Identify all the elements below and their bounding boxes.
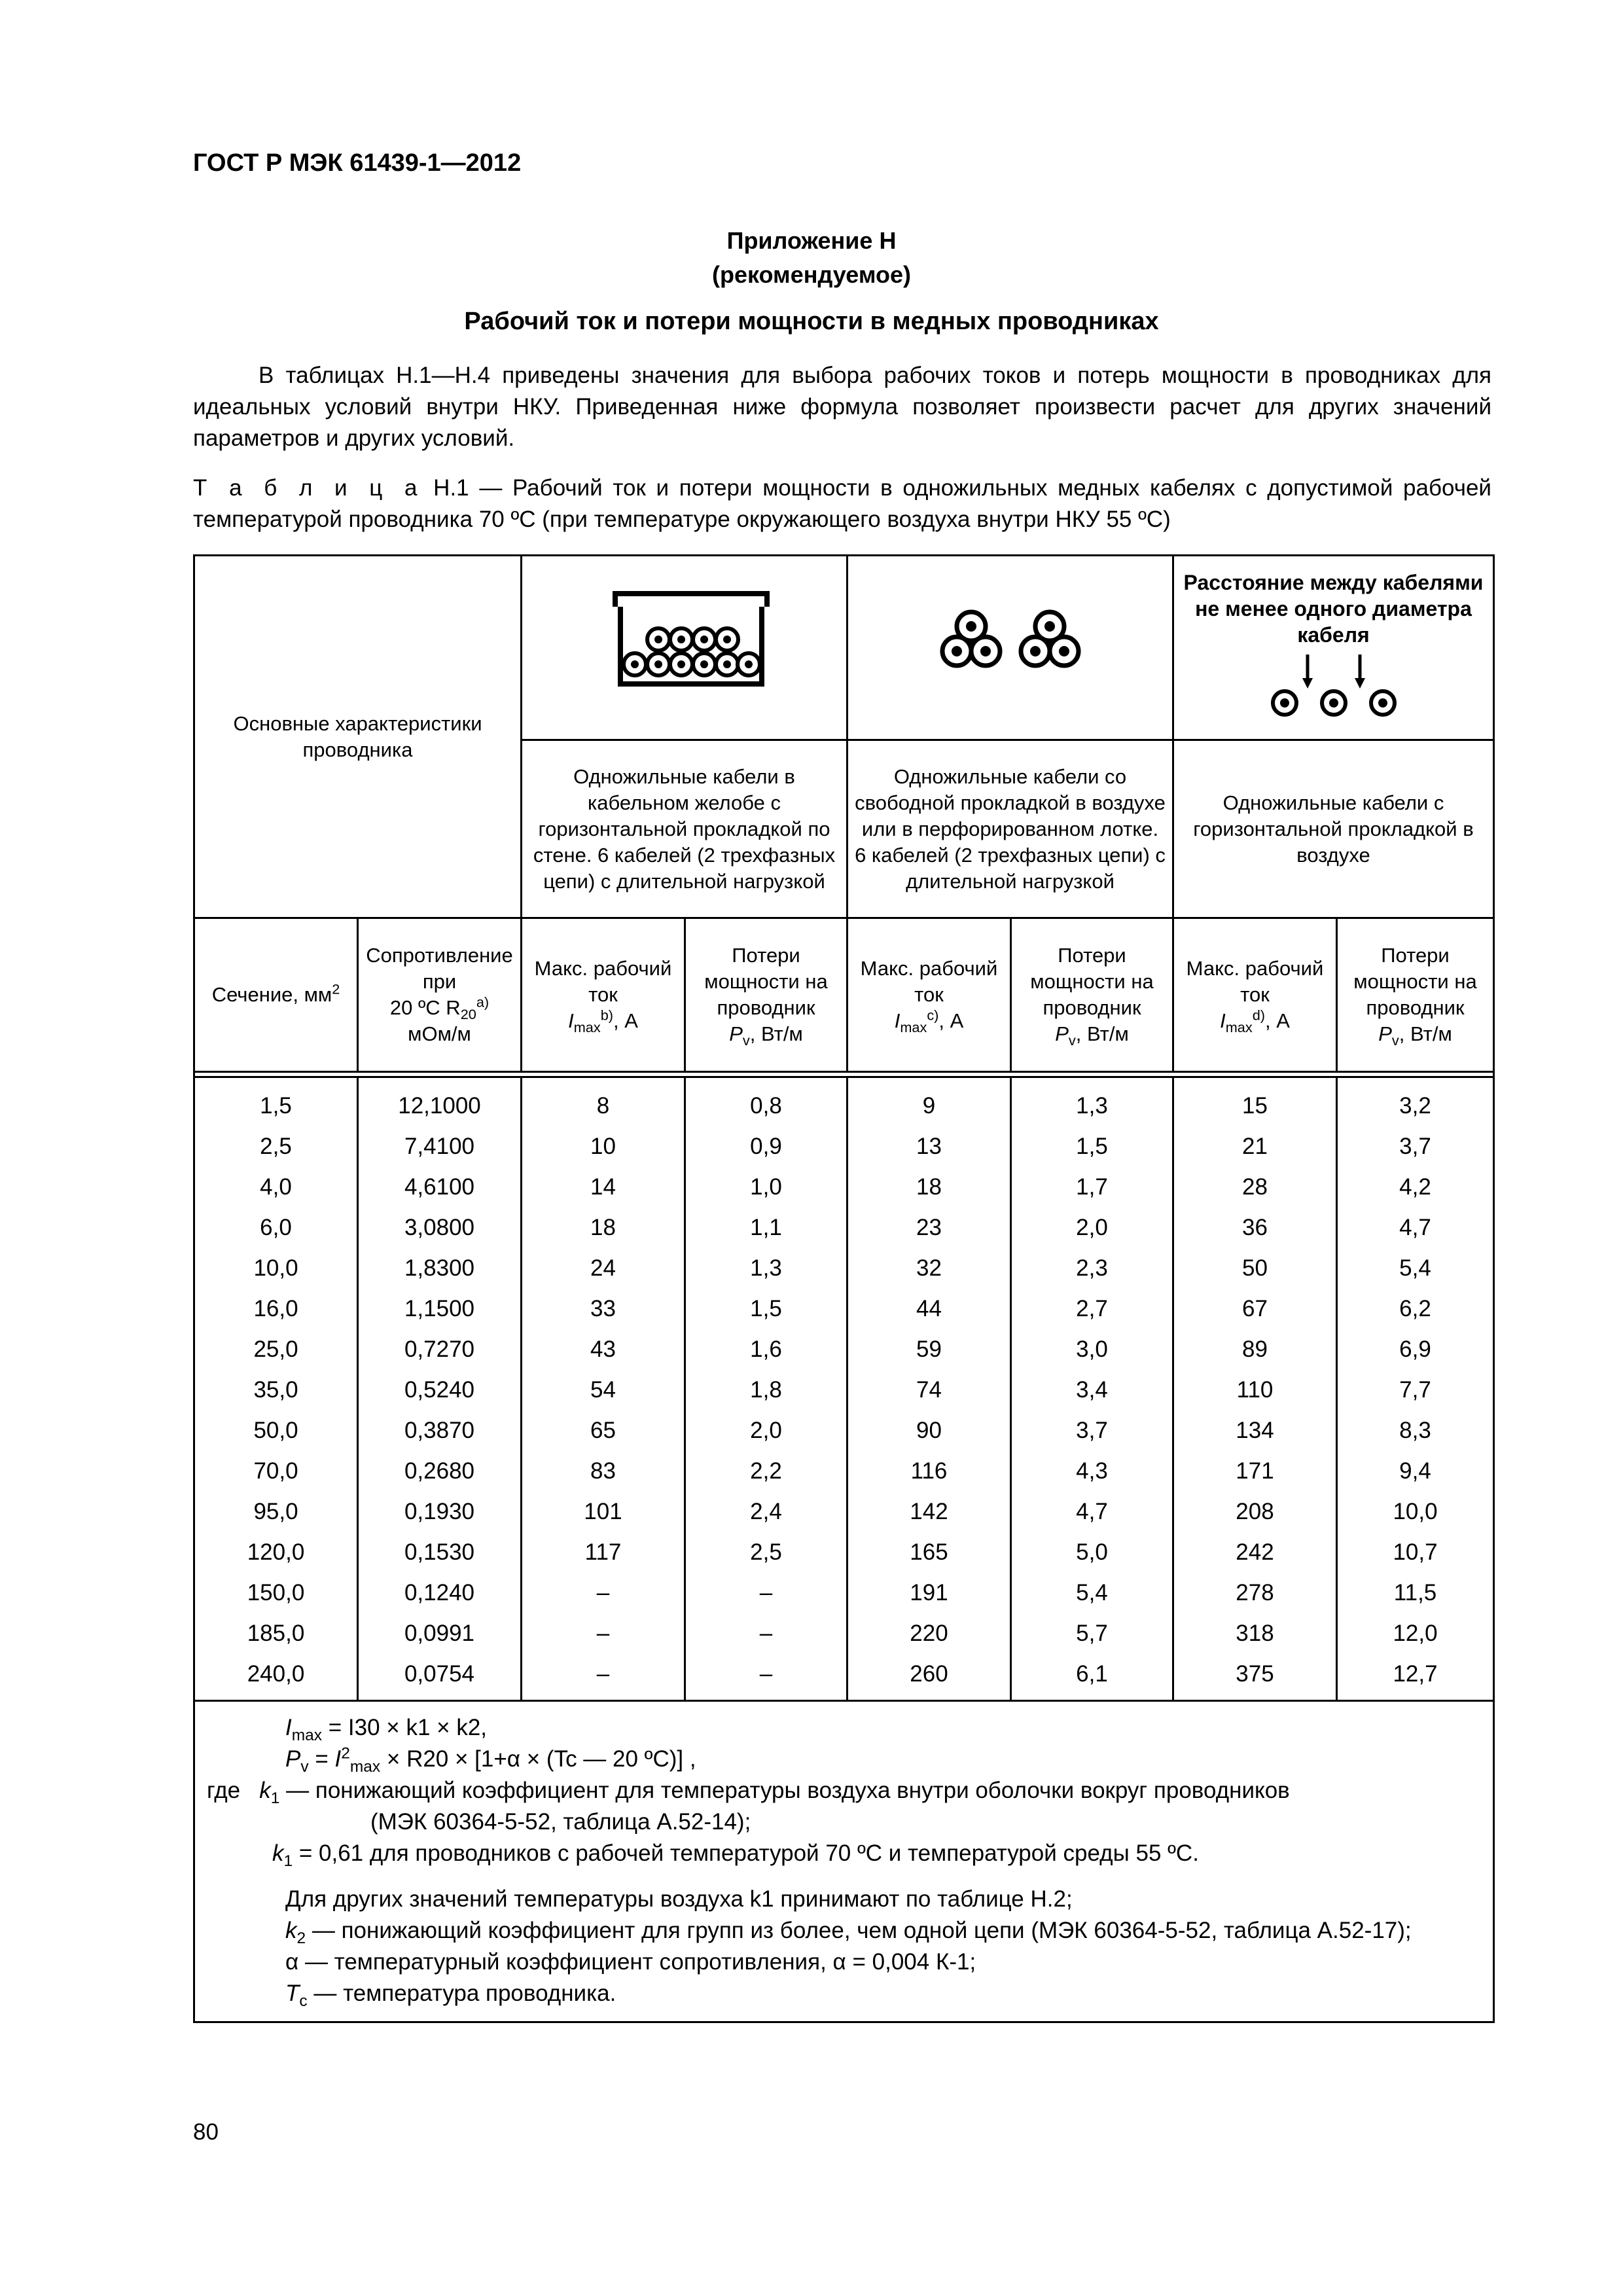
table-cell: 116 <box>847 1451 1011 1492</box>
table-cell: 7,4100 <box>358 1126 522 1167</box>
table-cell: 1,0 <box>685 1167 847 1208</box>
table-cell: 1,3 <box>1011 1077 1173 1127</box>
spaced-cables-icon <box>1236 648 1432 720</box>
table-cell: 220 <box>847 1613 1011 1654</box>
group3-description: Одножильные кабели с горизонтальной прокладкой в воздухе <box>1173 740 1494 918</box>
table-cell: 28 <box>1173 1167 1337 1208</box>
table-cell: 6,0 <box>194 1208 358 1248</box>
table-cell: – <box>522 1613 685 1654</box>
table-cell: 23 <box>847 1208 1011 1248</box>
appendix-subtitle: (рекомендуемое) <box>712 261 911 288</box>
col-header-loss-3: Потери мощности на проводник $P_v$, Вт/м <box>1337 918 1494 1072</box>
k2-definition: $k_2$ — понижающий коэффициент для групп из более, чем одной цепи (МЭК 60364-5-52, таблица А.52-17); <box>285 1918 1412 1947</box>
appendix-title: Приложение Н <box>726 227 897 254</box>
table-cell: 1,5 <box>194 1077 358 1127</box>
table-cell: 185,0 <box>194 1613 358 1654</box>
table-cell: 83 <box>522 1451 685 1492</box>
main-characteristics-header: Основные характеристики проводника <box>194 556 522 918</box>
table-row <box>194 1208 1494 1248</box>
table-cell: 260 <box>847 1654 1011 1701</box>
page-number: 80 <box>193 2119 219 2145</box>
table-cell: 2,0 <box>1011 1208 1173 1248</box>
table-cell: 6,2 <box>1337 1289 1494 1329</box>
k1-value: $k_1 = 0,61$ для проводников с рабочей температурой 70 ºC и температурой среды 55 ºC. <box>272 1840 1199 1870</box>
intro-paragraph: В таблицах Н.1—Н.4 приведены значения для выбора рабочих токов и потерь мощности в проводниках для идеальных условий внутри НКУ. Приведенная ниже формула позволяет произвести расчет для других значений параметров и других условий. <box>193 363 1491 451</box>
table-cell: 6,1 <box>1011 1654 1173 1701</box>
table-row <box>194 1451 1494 1492</box>
table-cell: 67 <box>1173 1289 1337 1329</box>
table-cell: 7,7 <box>1337 1370 1494 1410</box>
table-cell: 90 <box>847 1410 1011 1451</box>
table-cell: – <box>685 1573 847 1613</box>
table-cell: 13 <box>847 1126 1011 1167</box>
table-cell: 9 <box>847 1077 1011 1127</box>
alpha-definition: α — температурный коэффициент сопротивления, α = 0,004 К-1; <box>285 1949 976 1975</box>
table-row <box>194 1248 1494 1289</box>
col-header-section: Сечение, $мм^2$ <box>194 918 358 1072</box>
other-temperature-note: Для других значений температуры воздуха k1 принимают по таблице Н.2; <box>285 1886 1073 1912</box>
table-cell: 120,0 <box>194 1532 358 1573</box>
table-row <box>194 1613 1494 1654</box>
col-header-imax-3: Макс. рабочий ток $I_{max}^{d)}$, А <box>1173 918 1337 1072</box>
table-cell: 70,0 <box>194 1451 358 1492</box>
table-cell: 0,0754 <box>358 1654 522 1701</box>
table-cell: 12,7 <box>1337 1654 1494 1701</box>
table-cell: 50 <box>1173 1248 1337 1289</box>
table-cell: 5,0 <box>1011 1532 1173 1573</box>
table-cell: 1,1500 <box>358 1289 522 1329</box>
table-cell: 4,0 <box>194 1167 358 1208</box>
table-cell: 36 <box>1173 1208 1337 1248</box>
page-title: Рабочий ток и потери мощности в медных проводниках <box>464 308 1159 335</box>
table-cell: 5,7 <box>1011 1613 1173 1654</box>
table-caption-text: Н.1 — Рабочий ток и потери мощности в одножильных медных кабелях с допустимой рабочей температурой проводника 70 ºC (при температуре окружающего воздуха внутри НКУ 55 ºC) <box>193 475 1491 532</box>
table-cell: 1,8300 <box>358 1248 522 1289</box>
table-cell: 74 <box>847 1370 1011 1410</box>
table-cell: 44 <box>847 1289 1011 1329</box>
table-cell: 10,7 <box>1337 1532 1494 1573</box>
table-cell: 9,4 <box>1337 1451 1494 1492</box>
table-cell: 24 <box>522 1248 685 1289</box>
tc-definition: $T_c$ — температура проводника. <box>285 1981 616 2010</box>
current-loss-table <box>193 554 1495 2023</box>
table-cell: 3,7 <box>1337 1126 1494 1167</box>
table-row <box>194 1370 1494 1410</box>
table-cell: 0,5240 <box>358 1370 522 1410</box>
table-cell: 8 <box>522 1077 685 1127</box>
table-cell: 2,0 <box>685 1410 847 1451</box>
group2-icon-cell <box>847 556 1173 740</box>
table-cell: 142 <box>847 1492 1011 1532</box>
table-row <box>194 1410 1494 1451</box>
table-caption-label: Т а б л и ц а <box>193 475 423 501</box>
table-cell: 278 <box>1173 1573 1337 1613</box>
col-header-imax-1: Макс. рабочий ток $I_{max}^{b)}$, А <box>522 918 685 1072</box>
table-cell: 1,1 <box>685 1208 847 1248</box>
table-cell: 4,3 <box>1011 1451 1173 1492</box>
table-row <box>194 1573 1494 1613</box>
trefoil-cables-icon <box>912 586 1109 704</box>
table-cell: 21 <box>1173 1126 1337 1167</box>
table-cell: 242 <box>1173 1532 1337 1573</box>
table-cell: 2,7 <box>1011 1289 1173 1329</box>
table-cell: 2,2 <box>685 1451 847 1492</box>
table-cell: – <box>685 1613 847 1654</box>
table-cell: 43 <box>522 1329 685 1370</box>
table-cell: 1,5 <box>1011 1126 1173 1167</box>
table-cell: 1,7 <box>1011 1167 1173 1208</box>
table-cell: 0,0991 <box>358 1613 522 1654</box>
k1-reference: (МЭК 60364-5-52, таблица А.52-14); <box>370 1809 751 1835</box>
table-row <box>194 1532 1494 1573</box>
table-row <box>194 1167 1494 1208</box>
table-cell: 10 <box>522 1126 685 1167</box>
table-cell: 0,3870 <box>358 1410 522 1451</box>
group1-icon-cell <box>522 556 847 740</box>
formula-pv: $P_v = I^2_{max} \times R20 \times [1+\alpha \times (Tc$ — 20 ºC)] , <box>285 1744 696 1776</box>
group1-description: Одножильные кабели в кабельном желобе с горизонтальной прокладкой по стене. 6 кабелей (2 трехфазных цепи) с длительной нагрузкой <box>522 740 847 918</box>
table-cell: 3,2 <box>1337 1077 1494 1127</box>
table-cell: 150,0 <box>194 1573 358 1613</box>
col-header-loss-1: Потери мощности на проводник $P_v$, Вт/м <box>685 918 847 1072</box>
table-row <box>194 1492 1494 1532</box>
table-cell: 5,4 <box>1337 1248 1494 1289</box>
table-cell: 5,4 <box>1011 1573 1173 1613</box>
table-cell: 0,9 <box>685 1126 847 1167</box>
table-row <box>194 1289 1494 1329</box>
table-cell: 4,7 <box>1337 1208 1494 1248</box>
table-cell: 15 <box>1173 1077 1337 1127</box>
table-cell: 2,5 <box>194 1126 358 1167</box>
table-cell: 3,0800 <box>358 1208 522 1248</box>
table-footer-notes <box>194 1701 1494 2022</box>
table-cell: 18 <box>522 1208 685 1248</box>
table-row <box>194 1077 1494 1127</box>
table-cell: 4,2 <box>1337 1167 1494 1208</box>
table-cell: 10,0 <box>1337 1492 1494 1532</box>
table-cell: 16,0 <box>194 1289 358 1329</box>
table-cell: 50,0 <box>194 1410 358 1451</box>
table-row <box>194 1654 1494 1701</box>
table-cell: 3,4 <box>1011 1370 1173 1410</box>
group2-description: Одножильные кабели со свободной прокладкой в воздухе или в перфорированном лотке. 6 кабелей (2 трехфазных цепи) с длительной нагрузкой <box>847 740 1173 918</box>
group3-icon-cell <box>1173 556 1494 740</box>
cable-tray-icon <box>586 586 783 704</box>
table-cell: 1,8 <box>685 1370 847 1410</box>
table-cell: 1,6 <box>685 1329 847 1370</box>
table-cell: 375 <box>1173 1654 1337 1701</box>
table-row <box>194 1126 1494 1167</box>
col-header-loss-2: Потери мощности на проводник $P_v$, Вт/м <box>1011 918 1173 1072</box>
table-cell: 25,0 <box>194 1329 358 1370</box>
table-cell: 95,0 <box>194 1492 358 1532</box>
table-cell: 208 <box>1173 1492 1337 1532</box>
table-cell: 32 <box>847 1248 1011 1289</box>
cable-spacing-label: Расстояние между кабелями не менее одного диаметра кабеля <box>1183 570 1484 647</box>
table-cell: 65 <box>522 1410 685 1451</box>
table-cell: 110 <box>1173 1370 1337 1410</box>
table-cell: 0,1930 <box>358 1492 522 1532</box>
table-cell: 0,8 <box>685 1077 847 1127</box>
table-body <box>194 1077 1494 1701</box>
table-cell: 191 <box>847 1573 1011 1613</box>
table-cell: 35,0 <box>194 1370 358 1410</box>
table-cell: 11,5 <box>1337 1573 1494 1613</box>
table-cell: 59 <box>847 1329 1011 1370</box>
table-cell: 134 <box>1173 1410 1337 1451</box>
table-cell: 318 <box>1173 1613 1337 1654</box>
table-cell: 101 <box>522 1492 685 1532</box>
table-caption <box>193 473 1491 535</box>
table-cell: 2,4 <box>685 1492 847 1532</box>
table-cell: 240,0 <box>194 1654 358 1701</box>
col-header-imax-2: Макс. рабочий ток $I_{max}^{c)}$, А <box>847 918 1011 1072</box>
table-cell: 165 <box>847 1532 1011 1573</box>
table-cell: 3,7 <box>1011 1410 1173 1451</box>
table-cell: 0,1530 <box>358 1532 522 1573</box>
table-cell: 0,7270 <box>358 1329 522 1370</box>
table-cell: 2,3 <box>1011 1248 1173 1289</box>
table-cell: 1,3 <box>685 1248 847 1289</box>
k1-definition: где $k_1$ — понижающий коэффициент для температуры воздуха внутри оболочки вокруг проводников <box>207 1778 1290 1807</box>
appendix-heading <box>0 224 1623 292</box>
table-cell: 12,1000 <box>358 1077 522 1127</box>
table-cell: 117 <box>522 1532 685 1573</box>
document-header: ГОСТ Р МЭК 61439-1—2012 <box>193 149 522 177</box>
table-cell: 171 <box>1173 1451 1337 1492</box>
table-cell: 4,7 <box>1011 1492 1173 1532</box>
table-cell: – <box>522 1573 685 1613</box>
table-cell: – <box>522 1654 685 1701</box>
formula-imax: $I_{max} = I30 \times k1 \times k2$, <box>285 1715 488 1744</box>
table-cell: 3,0 <box>1011 1329 1173 1370</box>
table-row <box>194 1329 1494 1370</box>
table-cell: 2,5 <box>685 1532 847 1573</box>
table-cell: 0,1240 <box>358 1573 522 1613</box>
table-cell: 14 <box>522 1167 685 1208</box>
col-header-resistance: Сопротивление при 20 ºC $R_{20}^{a)}$ мОм/м <box>358 918 522 1072</box>
table-cell: 54 <box>522 1370 685 1410</box>
table-cell: 4,6100 <box>358 1167 522 1208</box>
table-cell: 33 <box>522 1289 685 1329</box>
table-cell: – <box>685 1654 847 1701</box>
table-cell: 89 <box>1173 1329 1337 1370</box>
table-cell: 8,3 <box>1337 1410 1494 1451</box>
table-cell: 0,2680 <box>358 1451 522 1492</box>
table-cell: 18 <box>847 1167 1011 1208</box>
table-cell: 6,9 <box>1337 1329 1494 1370</box>
table-cell: 10,0 <box>194 1248 358 1289</box>
table-cell: 12,0 <box>1337 1613 1494 1654</box>
table-cell: 1,5 <box>685 1289 847 1329</box>
